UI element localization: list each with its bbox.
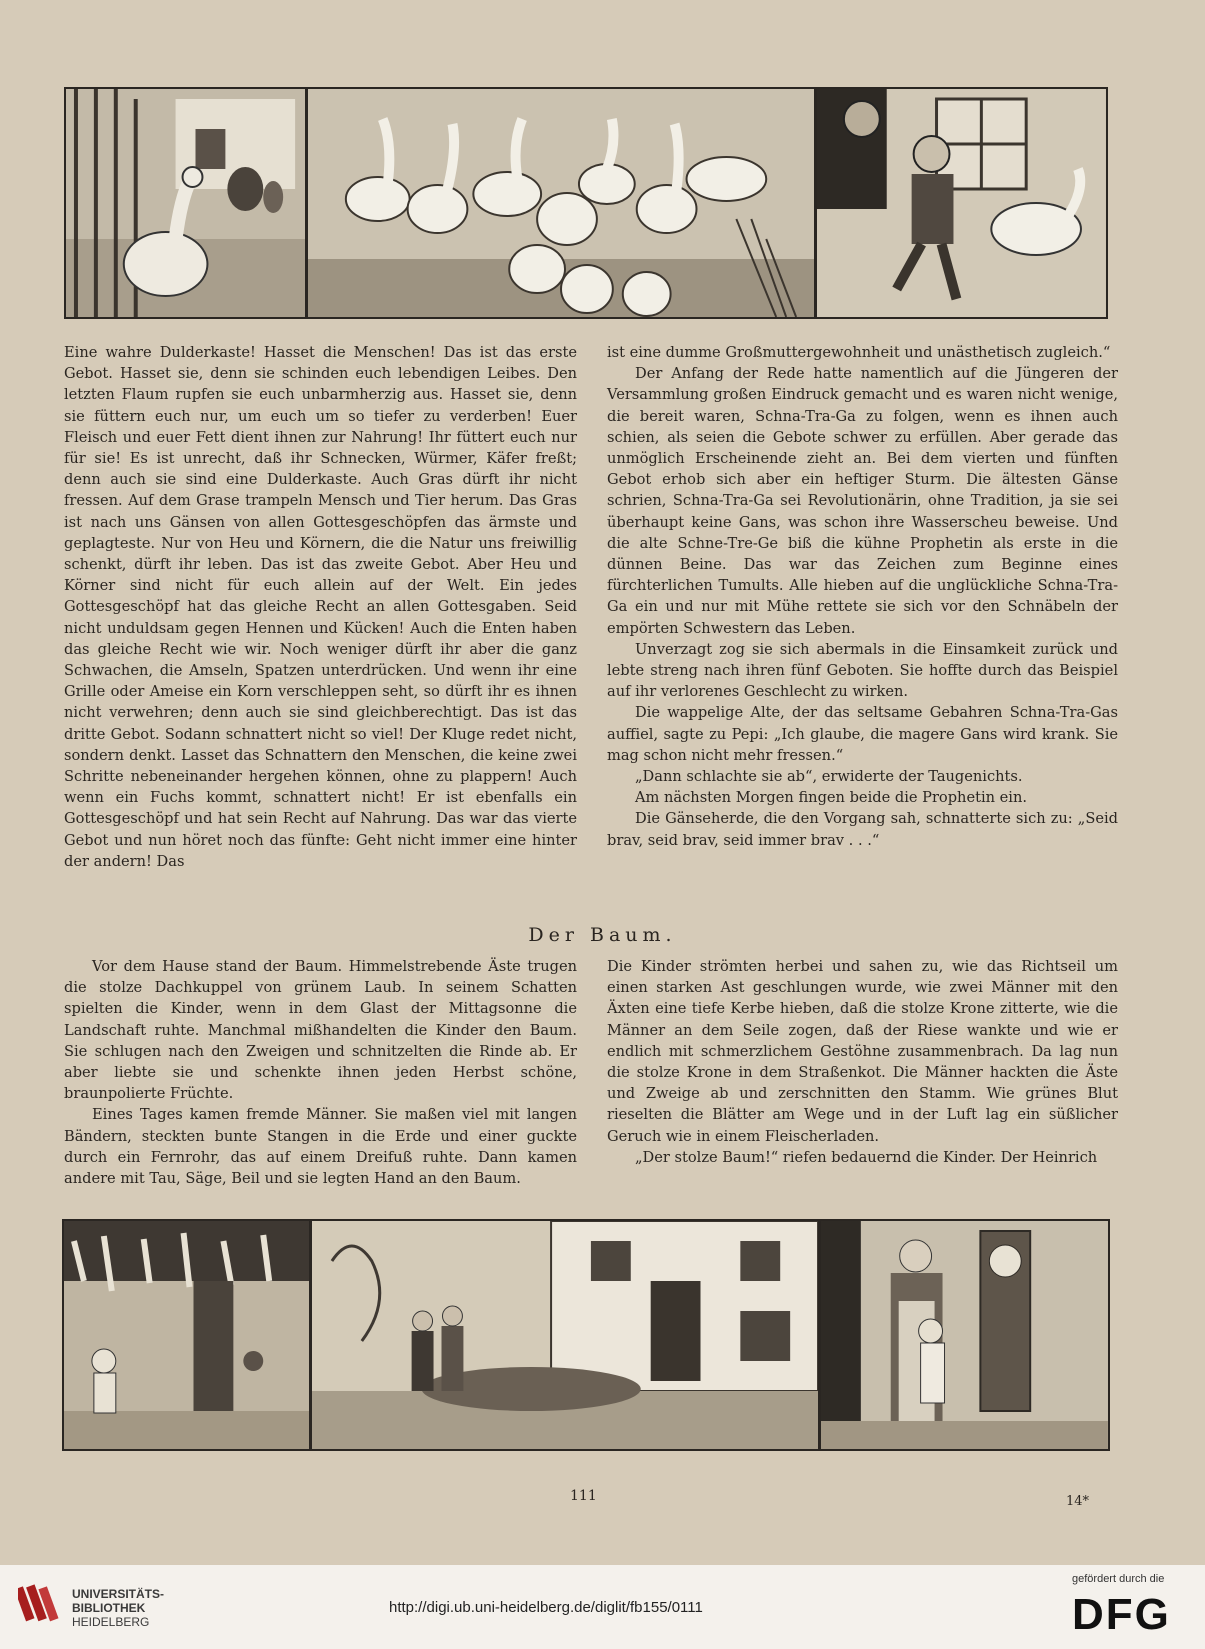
illustration-children-at-tree — [64, 1221, 309, 1449]
illustration-goose-by-fence — [66, 89, 305, 317]
story2-right-paragraph-1: Die Kinder strömten herbei und sahen zu, wie das Richtseil um einen starken Ast geschlungen wurde, wie zwei Männer mit den Äxten eine tiefe Kerbe hieben, daß die stolze Krone zitterte, wie die Männer an dem Seile zogen, daß der Riese wankte und wie er endlich mit schmerzlichem Gestöhne zusammenbrach. Da lag nun die stolze Krone in dem Straßenkot. Die Männer hackten die Äste und Zweige ab und zerschnitten den Stamm. Wie grünes Blut rieselten die Blätter am Wege und in der Luft lag ein süßlicher Geruch wie in einem Fleischerladen. — [607, 958, 1118, 1145]
library-line-3: HEIDELBERG — [72, 1615, 150, 1629]
story1-left-paragraph-1: Eine wahre Dulderkaste! Hasset die Menschen! Das ist das erste Gebot. Hasset sie, denn sie schinden euch lebendigen Leibes. Den letzten Flaum rupfen sie euch unbarmherzig aus. Hasset sie, denn sie füttern euch nur, um euch um so tiefer zu verderben! Euer Fleisch und euer Fett dient ihnen zur Nahrung! Ihr füttert euch nur für sie! Es ist unrecht, daß ihr Schnecken, Würmer, Käfer freßt; denn auch sie sind eine Dulderkaste. Auch Gras dürft ihr nicht fressen. Auf dem Grase trampeln Mensch und Tier herum. Das Gras ist nach uns Gänsen von allen Gottesgeschöpfen das ärmste und geplagteste. Nur von Heu und Körnern, die die Natur uns freiwillig schenkt, dürft ihr leben. Das ist das zweite Gebot. Aber Heu und Körner sind nicht für euch allein auf der Welt. Ein jedes Gottesgeschöpf hat das gleiche Recht an allen Gottesgaben. Seid nicht unduldsam gegen Hennen und Kücken! Auch die Enten haben das gleiche Recht wie wir. Noch weniger dürft ihr aber die ganz Schwachen, die Amseln, Spatzen unterdrücken. Und wenn ihr eine Grille oder Ameise ein Korn verschleppen seht, so dürft ihr es ihnen nicht verwehren; denn auch sie sind gleichberechtigt. Das ist das dritte Gebot. Sodann schnattert nicht so viel! Der Kluge redet nicht, sondern denkt. Lasset das Schnattern den Menschen, die keine zwei Schritte nebeneinander hergehen können, ohne zu plappern! Auch wenn ein Fuchs kommt, schnattert nicht! Er ist ebenfalls ein Gottesgeschöpf und hat sein Recht auf Nahrung. Das war das vierte Gebot und nun höret noch das fünfte: Geht nicht immer eine hinter der andern! Das — [64, 344, 577, 870]
university-library-name[interactable] — [72, 1587, 164, 1629]
story2-heading: Der Baum. — [528, 924, 677, 946]
illustration-grandmother-and-child — [821, 1221, 1108, 1449]
footer-bar — [0, 1565, 1205, 1649]
story1-column-right — [607, 342, 1118, 851]
illustration-goose-flock — [308, 89, 814, 317]
dfg-logo[interactable]: DFG — [1072, 1590, 1171, 1639]
story2-column-right — [607, 956, 1118, 1168]
top-illustration-strip — [64, 87, 1108, 319]
story2-left-paragraph-1: Vor dem Hause stand der Baum. Himmelstrebende Äste trugen die stolze Dachkuppel von grünem Laub. In seinem Schatten spielten die Kinder, wenn in dem Glast der Mittagsonne die Landschaft ruhte. Manchmal mißhandelten die Kinder den Baum. Sie schlugen nach den Zweigen und schnitzelten die Rinde ab. Er aber liebte sie und schenkte ihnen jeden Herbst schöne, braunpolierte Früchte. — [64, 958, 577, 1103]
story1-right-paragraph-4: Die wappelige Alte, der das seltsame Gebahren Schna-Tra-Gas auffiel, sagte zu Pepi: „Ich glaube, die magere Gans wird krank. Sie mag schon nicht mehr fressen.“ — [607, 704, 1118, 764]
illustration-boy-chasing-goose — [817, 89, 1106, 317]
bottom-illustration-strip — [62, 1219, 1110, 1451]
story2-left-paragraph-2: Eines Tages kamen fremde Männer. Sie maßen viel mit langen Bändern, steckten bunte Stangen in die Erde und einer guckte durch ein Fernrohr, das auf einem Dreifuß ruhte. Dann kamen andere mit Tau, Säge, Beil und sie legten Hand an den Baum. — [64, 1106, 577, 1188]
page-number: 111 — [570, 1488, 597, 1504]
library-line-1: UNIVERSITÄTS- — [72, 1587, 165, 1601]
university-logo-icon[interactable] — [18, 1581, 64, 1627]
story1-right-paragraph-6: Am nächsten Morgen fingen beide die Prophetin ein. — [635, 789, 1028, 807]
story1-right-paragraph-1: ist eine dumme Großmuttergewohnheit und unästhetisch zugleich.“ — [607, 344, 1111, 361]
library-line-2: BIBLIOTHEK — [72, 1601, 146, 1615]
signature-mark: 14* — [1066, 1494, 1090, 1509]
story1-right-paragraph-5: „Dann schlachte sie ab“, erwiderte der Taugenichts. — [635, 768, 1023, 786]
illustration-tree-felled — [312, 1221, 818, 1449]
story1-right-paragraph-7: Die Gänseherde, die den Vorgang sah, schnatterte sich zu: „Seid brav, seid brav, seid immer brav . . .“ — [607, 810, 1118, 849]
story1-column-left — [64, 342, 577, 872]
story1-right-paragraph-3: Unverzagt zog sie sich abermals in die Einsamkeit zurück und lebte streng nach ihren fünf Geboten. Sie hoffte durch das Beispiel auf ihr verlorenes Geschlecht zu wirken. — [607, 640, 1118, 701]
story2-column-left — [64, 956, 577, 1189]
story1-right-paragraph-2: Der Anfang der Rede hatte namentlich auf die Jüngeren der Versammlung großen Eindruck gemacht und es waren nicht wenige, die bereit waren, Schna-Tra-Ga zu folgen, wenn es ihnen auch schien, als seien die Gebote schwer zu erfüllen. Aber gerade das unmöglich Erscheinende zieht an. Bei dem vierten und fünften Gebot erhob sich aber ein heftiger Sturm. Die ältesten Gänse schrien, Schna-Tra-Ga sei Revolutionärin, ohne Tradition, ja sie sei überhaupt keine Gans, was schon ihre Wasserscheu beweise. Und die alte Schne-Tre-Ge biß die kühne Prophetin als erste in die dünnen Beine. Das war das Zeichen zum Beginne eines fürchterlichen Tumults. Alle hieben auf die unglückliche Schna-Tra-Ga ein und nur mit Mühe rettete sie sich vor den Schnäbeln der empörten Schwestern das Leben. — [607, 365, 1118, 637]
permalink-url[interactable]: http://digi.ub.uni-heidelberg.de/diglit/fb155/0111 — [389, 1599, 703, 1616]
funded-by-label: gefördert durch die — [1072, 1573, 1165, 1585]
story2-right-paragraph-2: „Der stolze Baum!“ riefen bedauernd die Kinder. Der Heinrich — [635, 1148, 1098, 1166]
